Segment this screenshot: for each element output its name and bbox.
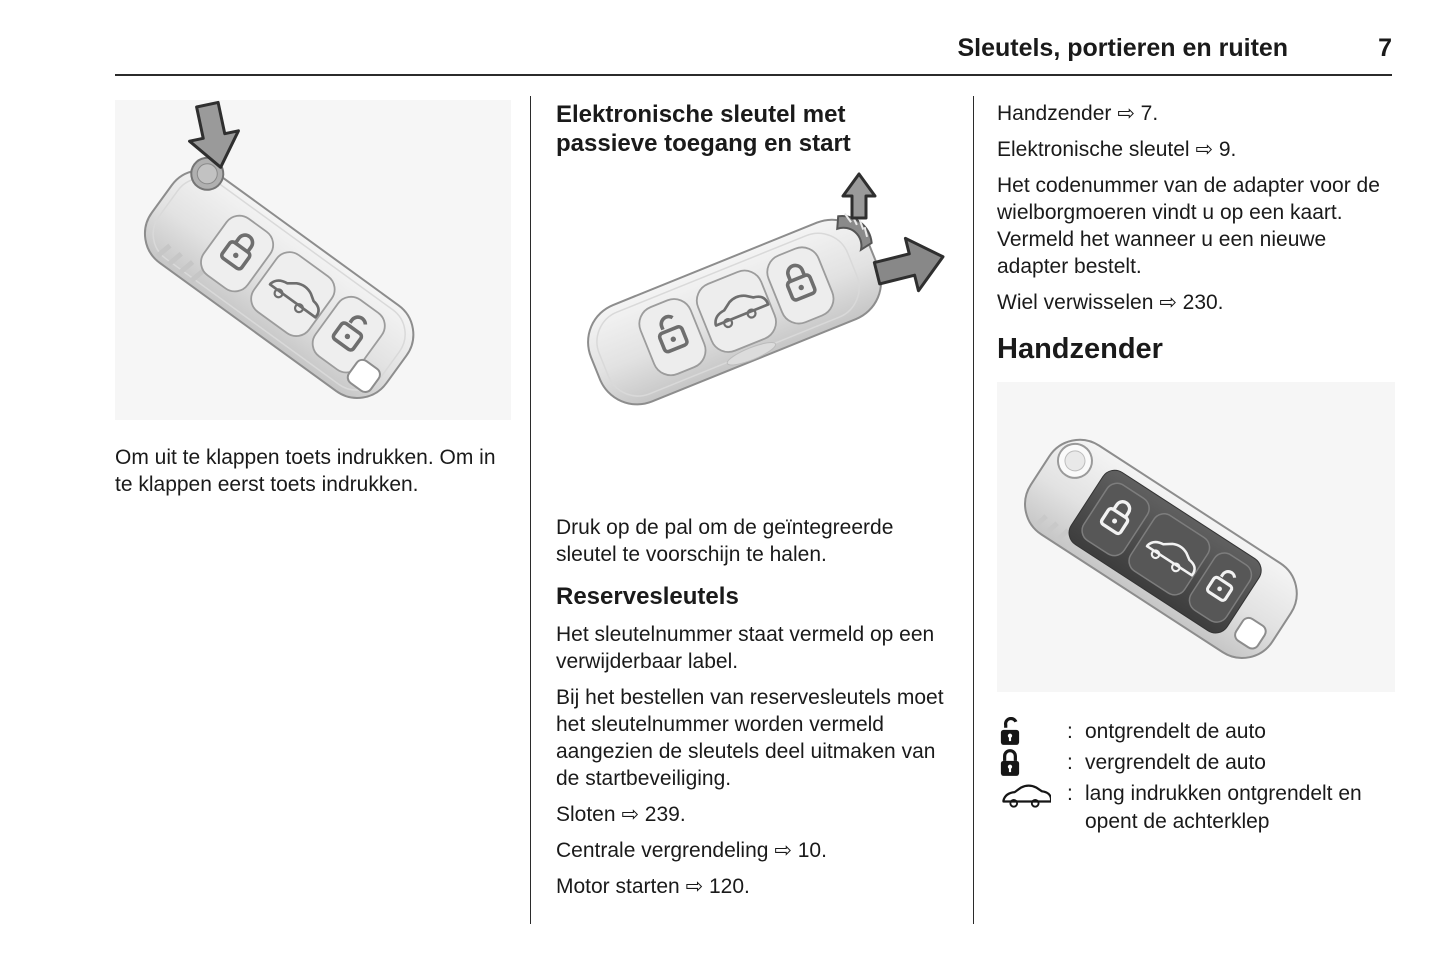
unlock-icon [997,718,1067,746]
flip-key-figure [115,100,511,420]
remote-key-illustration [997,382,1395,692]
column-2 [556,100,948,909]
remote-button-legend [997,718,1395,836]
ref-link-locks[interactable]: Sloten ⇨ 239. [556,803,686,826]
legend-label-lock: vergrendelt de auto [1085,751,1266,774]
flip-key-caption: Om uit te klappen toets indrukken. Om in te klappen eerst toets indrukken. [115,446,496,496]
legend-label-unlock: ontgrendelt de auto [1085,720,1266,743]
column-3 [997,100,1395,836]
ref-link-engine-start[interactable]: Motor starten ⇨ 120. [556,875,750,898]
column-separator-1 [530,96,531,924]
lock-icon [997,749,1067,777]
spare-keys-heading: Reservesleutels [556,583,739,610]
ref-link-electronic-key[interactable]: Elektronische sleutel ⇨ 9. [997,138,1237,161]
ref-link-remote[interactable]: Handzender ⇨ 7. [997,102,1159,125]
page-header [115,34,1392,63]
latch-arrow-icon [843,174,875,218]
remote-key-figure [997,382,1395,692]
column-separator-2 [973,96,974,924]
spare-keys-text-2: Bij het bestellen van reservesleutels moet het sleutelnummer worden vermeld aangezien de sleutels deel uitmaken van de startbeveiliging. [556,686,944,790]
electronic-key-text: Druk op de pal om de geïntegreerde sleutel te voorschijn te halen. [556,516,894,566]
column-1 [115,100,511,507]
electronic-key-figure [556,170,948,500]
page-title: Sleutels, portieren en ruiten [957,34,1289,62]
legend-colon: : [1067,751,1073,774]
ref-link-central-locking[interactable]: Centrale vergrendeling ⇨ 10. [556,839,827,862]
legend-colon: : [1067,720,1073,743]
header-divider [115,74,1392,76]
electronic-key-illustration [556,170,948,500]
press-arrow-icon [183,100,245,172]
legend-colon: : [1067,782,1073,805]
legend-label-tailgate: lang indrukken ontgrendelt en opent de achterklep [1085,782,1362,833]
remote-heading: Handzender [997,333,1163,365]
slide-out-arrow-icon [870,231,948,300]
spare-keys-text-1: Het sleutelnummer staat vermeld op een verwijderbaar label. [556,623,935,673]
page-number: 7 [1378,34,1392,62]
adapter-code-text: Het codenummer van de adapter voor de wielborgmoeren vindt u op een kaart. Vermeld het wanneer u een nieuwe adapter bestelt. [997,174,1380,278]
car-icon [997,780,1067,808]
electronic-key-heading: Elektronische sleutel met passieve toegang en start [556,101,851,157]
ref-link-wheel-change[interactable]: Wiel verwisselen ⇨ 230. [997,291,1224,314]
flip-key-illustration [115,100,511,420]
